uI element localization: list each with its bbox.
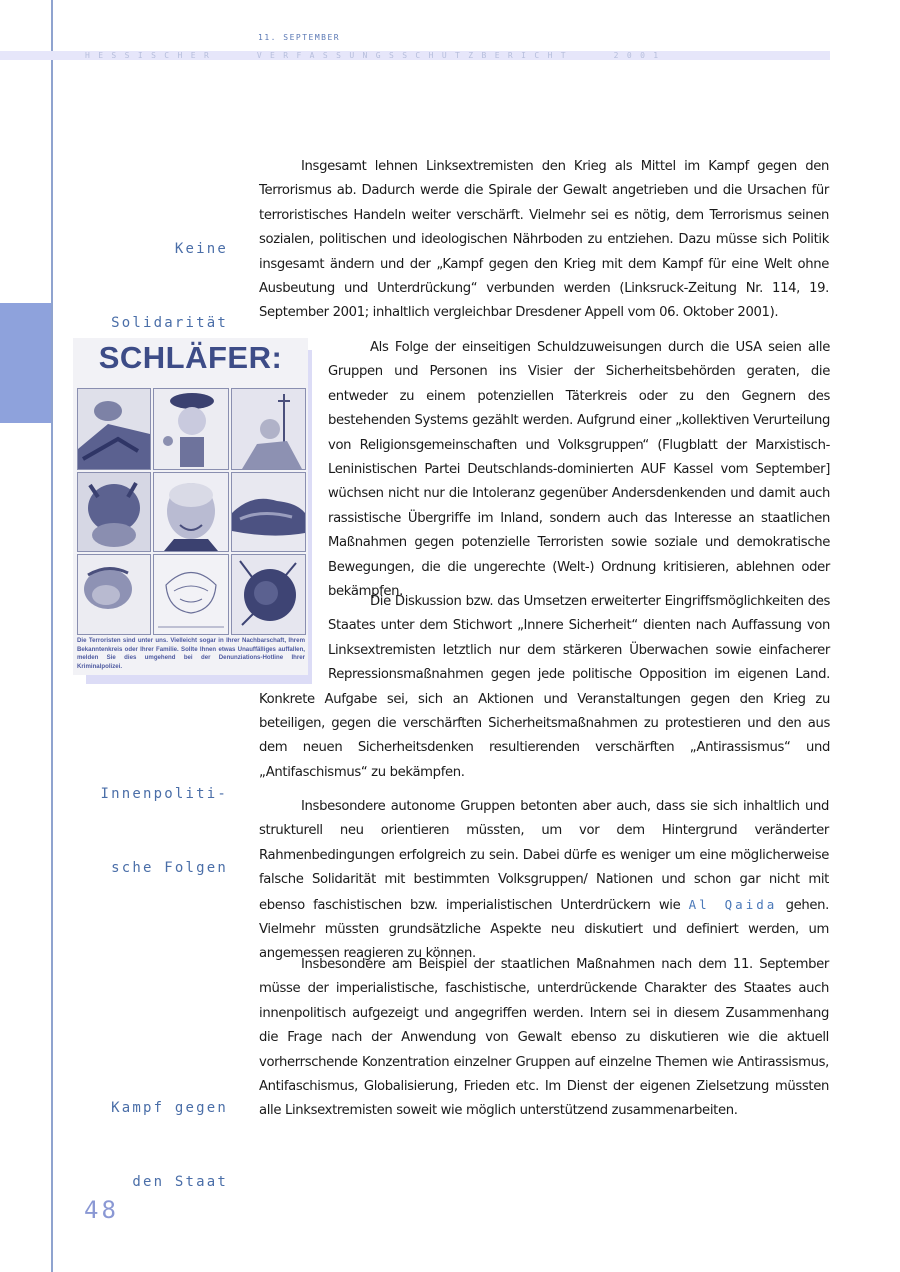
body-paragraph	[259, 795, 829, 967]
paragraph-text: Insgesamt lehnen Linksextremisten den Krieg als Mittel im Kampf gegen den Terrorismus ab. Dadurch werde die Spirale der Gewalt angetrieben und die Ursachen für terroristisches Handeln weiter verschärft. Vielmehr sei es nötig, dem Terrorismus seinen sozialen, politischen und ideologischen Nährboden zu entziehen. Dazu müsse sich Politik insgesamt ändern und der „Kampf gegen den Krieg mit dem Kampf für eine Welt ohne Ausbeutung und Unterdrückung“ verbunden werden (Linksruck-Zeitung Nr. 114, 19. September 2001; inhaltlich vergleichbar Dresdener Appell vom 06. Oktober 2001).	[259, 159, 829, 321]
margin-note-line: den Staat	[132, 1173, 228, 1190]
paragraph-text: Insbesondere am Beispiel der staatlichen Maßnahmen nach dem 11. September müsse der imperialistische, faschistische, unterdrückende Charakter des Staates auch innenpolitisch aufgezeigt und angegriffen werden. Intern sei in diesem Zusammenhang die Frage nach der Anwendung von Gewalt ebenso zu diskutieren wie die aktuell vorherrschende Konzentration einzelner Gruppen auf einzelne Themen wie Antirassismus, Antifaschismus, Globalisierung, Frieden etc. Im Dienst der eigenen Zielsetzung müssten alle Linksextremisten soweit wie möglich unterstützend zusammenarbeiten.	[259, 957, 829, 1119]
body-paragraph	[328, 336, 830, 604]
highlighted-term-al-qaida: Al Qaida	[688, 896, 778, 912]
poster-photo	[77, 472, 151, 552]
poster-title: SCHLÄFER:	[98, 340, 283, 375]
poster-photo	[153, 554, 229, 635]
margin-rule	[51, 0, 53, 1272]
image-wrap-spacer	[259, 590, 328, 687]
body-paragraph	[259, 155, 829, 326]
poster-photo	[153, 388, 229, 470]
margin-note-line: sche Folgen	[111, 859, 228, 876]
poster-caption: Die Terroristen sind unter uns. Vielleicht sogar in Ihrer Nachbarschaft, Ihrem Bekanntenkreis oder Ihrer Familie. Sollte Ihnen etwas Unauffälliges auffallen, melden Sie dies umgehend bei der Denunziations-Hotline Ihrer Kriminalpolizei.	[77, 637, 305, 670]
running-header-section: 11. SEPTEMBER	[258, 33, 341, 42]
paragraph-text: Insbesondere autonome Gruppen betonten aber auch, dass sie sich inhaltlich und strukturell neu orientieren müssten, um vor dem Hintergrund veränderter Rahmenbedingungen erfolgreich zu sein. Dabei dürfe es weniger um eine möglicherweise falsche Solidarität mit bestimmten Volksgruppen/ Nationen und schon gar nicht mit ebenso faschistischen bzw. imperialistischen Unterdrückern wie	[259, 799, 829, 913]
paragraph-text: gehen. Vielmehr müssten grundsätzliche Aspekte neu diskutiert und definiert werden, um angemessen reagieren zu können.	[259, 897, 829, 962]
running-header-publication: HESSISCHER VERFASSUNGSSCHUTZBERICHT 2001	[85, 51, 667, 60]
poster-photo	[77, 388, 151, 470]
margin-note-line: Solidarität	[111, 314, 228, 331]
margin-note-line: Kampf gegen	[111, 1100, 228, 1116]
page-number: 48	[84, 1196, 119, 1224]
paragraph-text: Die Diskussion bzw. das Umsetzen erweiterter Eingriffsmöglichkeiten des Staates unter dem Stichwort „Innere Sicherheit“ dienten nach Auffassung von Linksextremisten letztlich nur dem stärkeren Überwachen sowie einfacherer Repressionsmaßnahmen gegen jede politische Opposition im eigenen Land. Konkrete Aufgabe sei, sich an Aktionen und Veranstaltungen gegen den Krieg zu beteiligen, gegen die verschärften Sicherheitsmaßnahmen zu protestieren und den aus dem neuen Sicherheitsdenken resultierenden verschärften „Antirassismus“ und „Antifaschismus“ zu bekämpfen.	[259, 594, 830, 780]
poster-photo	[231, 388, 306, 470]
poster-photo	[231, 472, 306, 552]
body-paragraph	[259, 953, 829, 1124]
margin-note-kampf-gegen-den-staat	[111, 1047, 228, 1219]
section-marker-tab	[0, 303, 51, 423]
paragraph-text: Als Folge der einseitigen Schuldzuweisungen durch die USA seien alle Gruppen und Personen ins Visier der Sicherheitsbehörden geraten, die entweder zu einem potenziellen Täterkreis oder zu den Gegnern des bestehenden Systems gezählt werden. Aufgrund einer „kollektiven Verurteilung von Religionsgemeinschaften und Volksgruppen“ (Flugblatt der Marxistisch-Leninistischen Partei Deutschlands-dominierten AUF Kassel vom September] wüchsen nicht nur die Intoleranz gegenüber Andersdenkenden und damit auch rassistische Übergriffe im Inland, sondern auch das Interesse an staatlichen Maßnahmen gegen potenzielle Terroristen sowie soziale und demokratische Bewegungen, die die ungerechte (Welt-) Ordnung kritisieren, ablehnen oder bekämpfen.	[328, 340, 830, 600]
margin-note-line: Innenpoliti-	[100, 786, 228, 802]
margin-note-line: Keine	[174, 241, 228, 257]
margin-note-innenpolitische-folgen	[100, 733, 228, 905]
poster-photo	[153, 472, 229, 552]
poster-photo	[77, 554, 151, 635]
body-paragraph	[259, 590, 830, 785]
